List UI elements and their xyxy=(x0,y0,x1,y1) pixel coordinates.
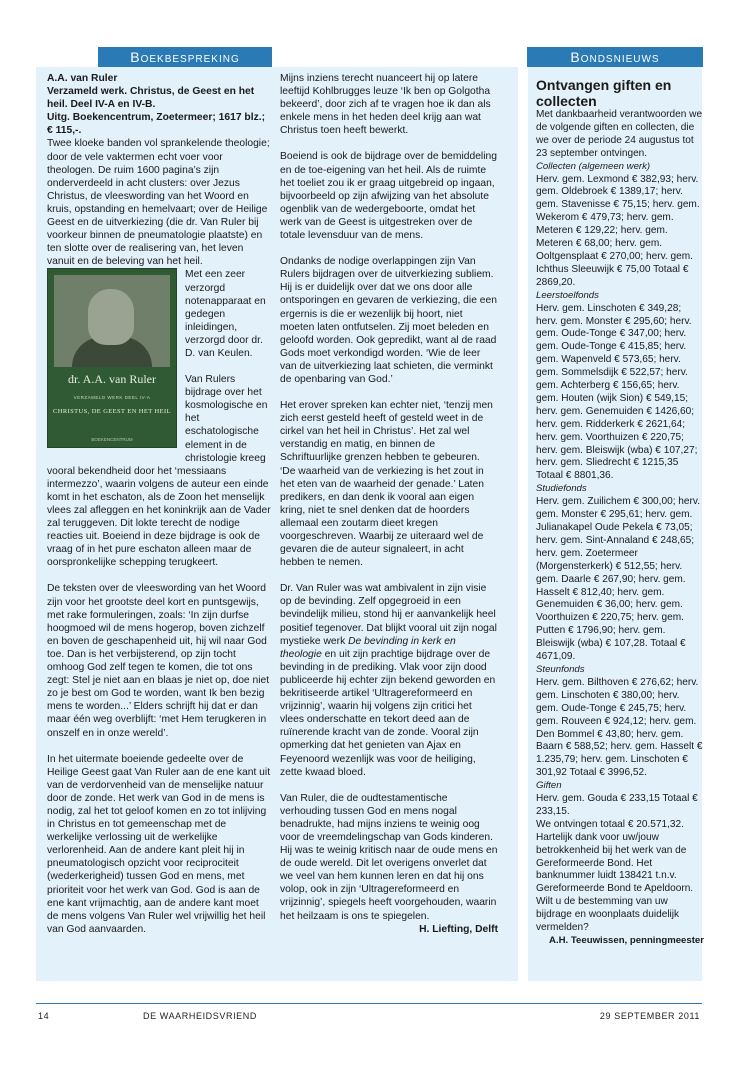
news-section-label: Giften xyxy=(536,780,562,792)
news-section-text: Herv. gem. Zuilichem € 300,00; herv. gem. Monster € 295,61; herv. gem. Julianakapel Oude Pekela € 73,05; herv. gem. Sint-Annaland € 248,65; herv. gem. Zoetermeer (Morgensterkerk) € 512,55; herv. gem. Daarle € 267,90; herv. gem. Hasselt € 812,40; herv. gem. Genemuiden € 36,00; herv. gem. Voorthuizen € 220,75; herv. gem. Putten € 1796,90; herv. gem. Bleiswijk (wba) € 107,28. Totaal € 4671,09. xyxy=(536,496,700,663)
review-paragraph: Van Ruler, die de oudtestamentische verhouding tussen God en mens nogal benadrukte, had mijns inziens te weinig oog voor de vreemdelingschap van Gods kinderen. Hij was te weinig kritisch naar de oude mens en de oude wereld. Dit let overigens onverlet dat we veel van hem kunnen leren en dat hij ons volop, ook in zijn ‘Ultragereformeerd en vrijzinnig’, spiegels heeft voorgehouden, waarin het heilzaam is ons te spiegelen. xyxy=(280,792,498,922)
book-title-italic: De bevinding in kerk en theologie xyxy=(280,635,456,660)
footer-rule xyxy=(36,1003,702,1004)
news-section-label: Studiefonds xyxy=(536,483,587,495)
review-paragraph: Met een zeer verzorgd notenapparaat en gedegen inleidingen, verzorgd door dr. D. van Keulen. xyxy=(185,269,266,359)
review-paragraph: Het erover spreken kan echter niet, ‘tenzij men zich eerst gesteld heeft of gesteld weet in de cirkel van het heil in Christus’. Het zal wel verstandig en matig, en binnen de Schriftuurlijke grenzen hebben te gebeuren. ‘De waarheid van de verkiezing is het zout in het eten van de waarheid der genade.’ Laten predikers, en dan denk ik vooral aan eigen kring, niet te snel denken dat de hoorders allemaal een zoutarm dieet kregen voorgeschreven. Waarbij ze uiteraard wel de gevaren die de auteur signaleert, in acht hebben te nemen. xyxy=(280,400,493,569)
news-section-text: Herv. gem. Gouda € 233,15 Totaal € 233,15. xyxy=(536,793,698,817)
book-cover-image xyxy=(47,268,177,448)
review-author: A.A. van Ruler xyxy=(47,73,118,84)
magazine-name: DE WAARHEIDSVRIEND xyxy=(143,1011,257,1021)
issue-date: 29 SEPTEMBER 2011 xyxy=(599,1011,700,1021)
cover-author: dr. A.A. van Ruler xyxy=(68,372,156,387)
review-column-2 xyxy=(280,72,498,936)
review-paragraph: Mijns inziens terecht nuanceert hij op latere leeftijd Kohlbrugges leuze ‘Ik ben op Golgotha bekeerd’, door zich af te vragen hoe ik dan als enkele mens in het heden deel krijg aan wat Christus toen heeft bewerkt. xyxy=(280,73,491,137)
news-section-label: Leerstoelfonds xyxy=(536,289,599,301)
news-title: Ontvangen giften en collecten xyxy=(536,77,672,109)
review-publication-info: Uitg. Boekencentrum, Zoetermeer; 1617 blz.; € 115,-. xyxy=(47,112,266,137)
section-header-bondsnieuws: Bondsnieuws xyxy=(527,47,703,67)
news-signature: A.H. Teeuwissen, penningmeester xyxy=(549,935,704,946)
news-section-text: Herv. gem. Lexmond € 382,93; herv. gem. Oldebroek € 1389,17; herv. gem. Stavenisse € 75,15; herv. gem. Wekerom € 479,73; herv. gem. Meteren € 129,22; herv. gem. Meteren € 68,00; herv. gem. Ooltgensplaat € 270,00; herv. gem. Ichthus Sleeuwijk € 75,00 Totaal € 2869,20. xyxy=(536,173,700,288)
cover-publisher: BOEKENCENTRUM xyxy=(91,437,133,443)
review-paragraph: Ondanks de nodige overlappingen zijn Van Rulers bijdragen over de uitverkiezing subliem. Hij is er duidelijk over dat we ons door alle ontsporingen en gevaren de verkiezing, die een ergernis is die er wezenlijk bij hoort, niet moeten laten ontfutselen. Zij moet beleden en geloofd worden. Ook gepredikt, want al de raad Gods moet verkondigd worden. ‘Wie de leer van de uitverkiezing laat schieten, die verminkt de openbaring van God.’ xyxy=(280,256,497,385)
news-closing: We ontvingen totaal € 20.571,32. Hartelijk dank voor uw/jouw betrokkenheid bij het werk van de Gereformeerde Bond. Het banknummer luidt 138421 t.n.v. Gereformeerde Bond te Apeldoorn. Wilt u de bestemming van uw bijdrage en woonplaats duidelijk vermelden? xyxy=(536,818,694,934)
news-section-label: Collecten (algemeen werk) xyxy=(536,160,651,172)
review-paragraph: Twee kloeke banden vol sprankelende theologie; door de vele vaktermen echt voer voor theologen. De ruim 1600 pagina’s zijn onderverdeeld in acht clusters: over Jezus Christus, de vleeswording van het Woord en kruis, opstanding en hemelvaart; over de Heilige Geest en de uitverkiezing (die dr. Van Ruler bij voorkeur binnen de pneumatologie plaatste) en ten slotte over de realisering van, het leven vanuit en de beleving van het heil. xyxy=(47,138,270,268)
review-paragraph: De teksten over de vleeswording van het Woord zijn voor het grootste deel kort en puntsgewijs, met rake formuleringen, zoals: ‘In zijn durfse hoogmoed wil de mens hogerop, boven zichzelf en boven de geschapenheid uit, hij wil naar God toe. Dan is het verbijsterend, op zijn tocht omhoog God zelf tegen te komen, die tot ons zegt: Stel je niet aan en blaas je niet op, doe niet zo je best om God te worden, want Ik ben bezig mens te worden...’ Elders schrijft hij dat er dan maar één weg overblijft: ‘met Hem terugkeren in onszelf en in onze wereld’. xyxy=(47,583,270,739)
page-number: 14 xyxy=(38,1011,50,1021)
news-column xyxy=(536,77,704,948)
section-header-boekbespreking: Boekbespreking xyxy=(98,47,272,67)
review-paragraph: Van Rulers bijdrage over het kosmologische en het eschatologische element in de christologie kreeg vooral bekendheid door het ‘messiaans intermezzo’, waarin volgens de auteur een einde komt in het eschaton, als de Zoon het menselijk vlees zal afleggen en het koninkrijk aan de Vader zal teruggeven. Dit lokte terecht de nodige reacties uit. Boeiend in deze bijdrage is ook de vraag of in het pure eschaton alleen maar de oorspronkelijke schepping terugkeert. xyxy=(47,374,271,569)
news-section-text: Herv. gem. Linschoten € 349,28; herv. gem. Monster € 295,60; herv. gem. Oude-Tonge € 347,00; herv. gem. Oude-Tonge € 415,85; herv. gem. Wapenveld € 573,65; herv. gem. Sommelsdijk € 522,57; herv. gem. Achterberg € 156,65; herv. gem. Houten (wijk Sion) € 549,15; herv. gem. Genemuiden € 1426,60; herv. gem. Ridderkerk € 2621,64; herv. gem. Voorthuizen € 220,75; herv. gem. Bleiswijk (wba) € 107,27; herv. gem. Sliedrecht € 1215,35 Totaal € 8801,36. xyxy=(536,302,698,482)
review-book-title: Verzameld werk. Christus, de Geest en het heil. Deel IV-A en IV-B. xyxy=(47,86,255,111)
news-section-label: Steunfonds xyxy=(536,663,585,675)
cover-title: CHRISTUS, DE GEEST EN HET HEIL xyxy=(53,408,171,416)
review-paragraph: Boeiend is ook de bijdrage over de bemiddeling en de toe-eigening van het heil. Als de ruimte het toeliet zou ik er graag uitgebreid op ingaan, bijvoorbeeld op zijn afwijzing van het absolute ogenblik van de wedergeboorte, omdat het werk van de Geest is uitgestreken over de totale levensduur van de mens. xyxy=(280,151,497,242)
news-section-text: Herv. gem. Bilthoven € 276,62; herv. gem. Linschoten € 380,00; herv. gem. Oude-Tonge € 245,75; herv. gem. Rouveen € 924,12; herv. gem. Den Bommel € 43,80; herv. gem. Baarn € 588,52; herv. gem. Hasselt € 1.235,79; herv. gem. Linschoten € 301,92 Totaal € 3996,52. xyxy=(536,676,703,779)
review-signature: H. Liefting, Delft xyxy=(419,923,498,935)
review-paragraph: Dr. Van Ruler was wat ambivalent in zijn visie op de bevinding. Zelf opgegroeid in een bevindelijk milieu, stond hij er aanvankelijk heel positief tegenover. Dat blijkt vooral uit zijn nogal mystieke werk De bevinding in kerk en theologie en uit zijn prachtige bijdrage over de bevinding in de prediking. Vlak voor zijn dood publiceerde hij echter zijn bekend geworden en bekritiseerde artikel ‘Ultragereformeerd en vrijzinnig’, waarin hij volgens zijn critici het vlees onderschatte en tekort deed aan de ruïnerende kracht van de zonde. Vooral zijn opmerking dat het genieten van Ajax en Feyenoord wezenlijk was voor de heiliging, zette kwaad bloed. xyxy=(280,583,497,778)
news-intro: Met dankbaarheid verantwoorden we de volgende giften en collecten, die we over de periode 24 augustus tot 23 september ontvingen. xyxy=(536,109,703,159)
author-portrait xyxy=(54,275,170,367)
review-paragraph: In het uitermate boeiende gedeelte over de Heilige Geest gaat Van Ruler aan de ene kant uit van de verdorvenheid van de menselijke natuur door de zonde. Het werk van God in de mens is nodig, zal het tot geloof komen en zo tot inlijving in Christus en tot gemeenschap met de werkelijke verlossing uit de werkelijke verlorenheid. Aan de andere kant pleit hij in pneumatologisch opzicht voor reciprociteit (wederkerigheid) tussen God en mens, met prioriteit voor het werk van God. God is aan de ene kant vrijmachtig, aan de andere kant moet de mens volgens Van Ruler wel vrijwillig het heil van God aanvaarden. xyxy=(47,753,271,935)
review-column-1 xyxy=(47,72,273,936)
cover-series: VERZAMELD WERK DEEL IV-A xyxy=(73,395,151,401)
